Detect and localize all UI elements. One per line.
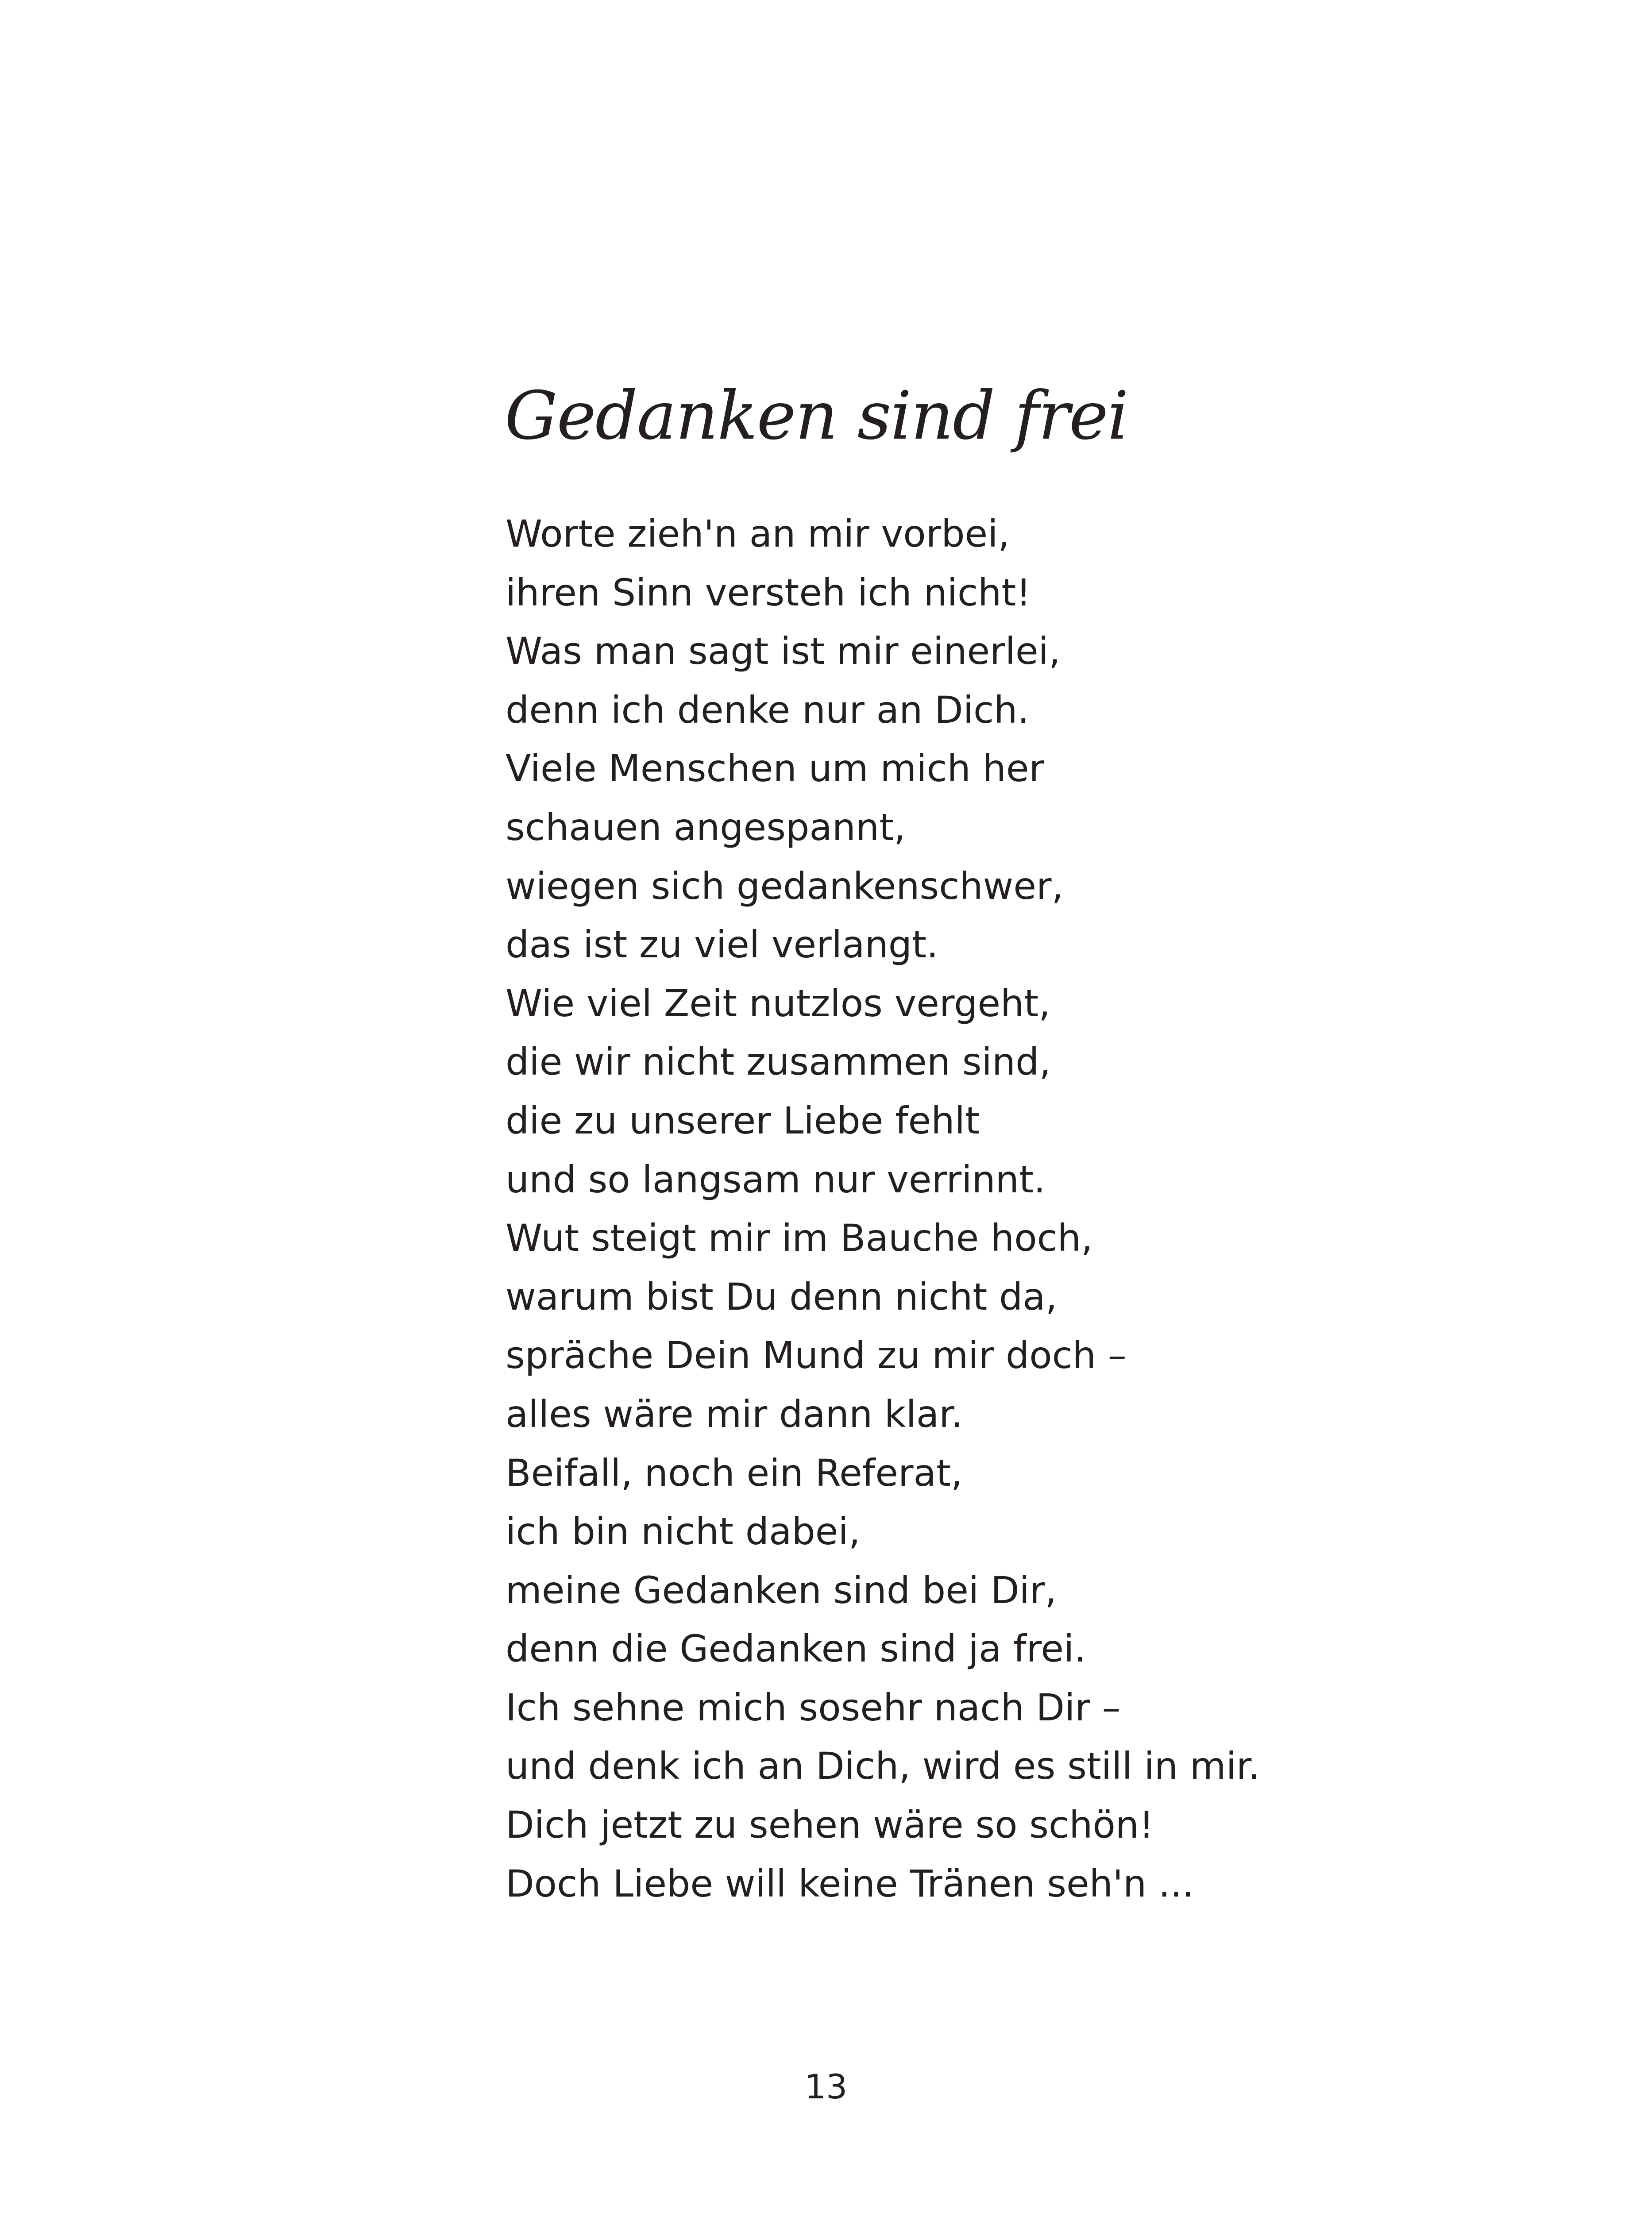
poem-line: schauen angespannt, (506, 805, 906, 849)
poem-body (506, 505, 1260, 1913)
poem-line: meine Gedanken sind bei Dir, (506, 1568, 1057, 1612)
poem-line: Beifall, noch ein Referat, (506, 1451, 963, 1495)
poem-line: Ich sehne mich sosehr nach Dir – (506, 1685, 1121, 1729)
poem-line: Viele Menschen um mich her (506, 747, 1045, 790)
poem-line: denn die Gedanken sind ja frei. (506, 1627, 1086, 1671)
poem-line: wiegen sich gedankenschwer, (506, 864, 1064, 908)
poem-line: und denk ich an Dich, wird es still in mir. (506, 1744, 1260, 1788)
poem-line: alles wäre mir dann klar. (506, 1392, 963, 1436)
poem-line: Worte zieh'n an mir vorbei, (506, 512, 1010, 555)
poem-line: ich bin nicht dabei, (506, 1510, 861, 1554)
poem-line: Wut steigt mir im Bauche hoch, (506, 1216, 1093, 1260)
poem-line: das ist zu viel verlangt. (506, 923, 938, 967)
poem-line: spräche Dein Mund zu mir doch – (506, 1334, 1127, 1377)
poem-line: die wir nicht zusammen sind, (506, 1040, 1051, 1084)
poem-line: die zu unserer Liebe fehlt (506, 1099, 980, 1142)
poem-line: Was man sagt ist mir einerlei, (506, 629, 1061, 673)
page-number: 13 (804, 2067, 848, 2106)
poem-line: ihren Sinn versteh ich nicht! (506, 571, 1031, 614)
poem-line: Wie viel Zeit nutzlos vergeht, (506, 981, 1050, 1025)
poem-line: denn ich denke nur an Dich. (506, 688, 1030, 732)
poem-line: warum bist Du denn nicht da, (506, 1275, 1058, 1319)
poem-line: Dich jetzt zu sehen wäre so schön! (506, 1803, 1154, 1847)
poem-line: Doch Liebe will keine Tränen seh'n ... (506, 1862, 1194, 1905)
poem-line: und so langsam nur verrinnt. (506, 1157, 1046, 1201)
poem-title: Gedanken sind frei (505, 378, 1128, 455)
